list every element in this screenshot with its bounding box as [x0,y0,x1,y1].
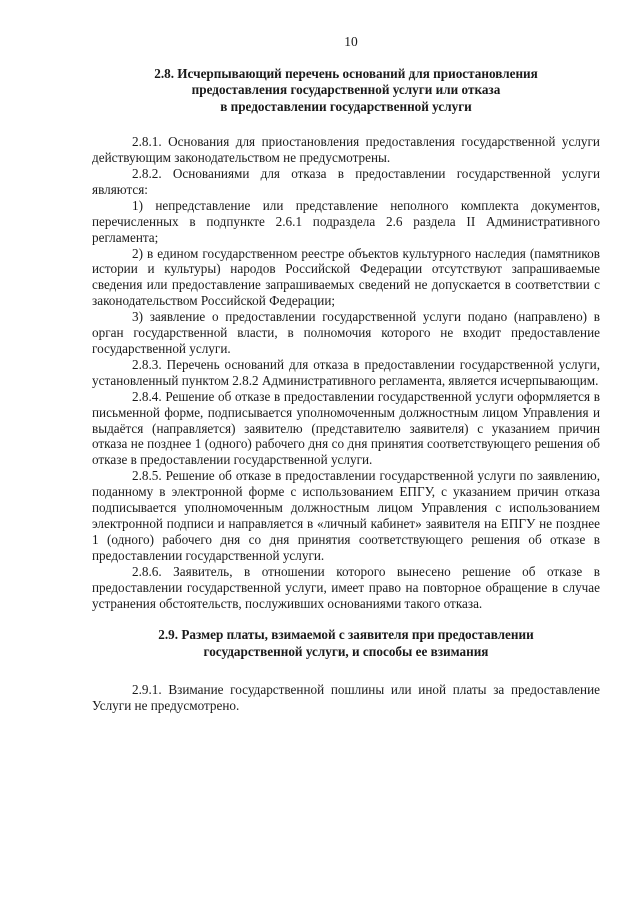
paragraph-2-8-5: 2.8.5. Решение об отказе в предоставлении государственной услуги по заявлению, поданному в электронной форме с использованием ЕПГУ, с указанием причин отказа подписывается уполномоченным должностным лицом Управления с использованием электронной подписи и направляется в «личный кабинет» заявителя на ЕПГУ не позднее 1 (одного) рабочего дня со дня принятия соответствующего решения об отказе в предоставлении государственной услуги. [92,468,600,563]
list-item-3: 3) заявление о предоставлении государственной услуги подано (направлено) в орган государственной власти, в полномочия которого не входит предоставление государственной услуги. [92,309,600,356]
heading-line: государственной услуги, и способы ее взимания [203,643,489,659]
heading-line: 2.8. Исчерпывающий перечень оснований для приостановления [154,66,538,81]
heading-line: предоставления государственной услуги или отказа [191,82,501,98]
paragraph-2-8-6: 2.8.6. Заявитель, в отношении которого вынесено решение об отказе в предоставлении государственной услуги, имеет право на повторное обращение в случае устранения обстоятельств, послуживших основаниями такого отказа. [92,563,600,611]
section-2-8-heading [92,66,600,115]
section-2-9-body [92,682,600,714]
list-item-2: 2) в едином государственном реестре объектов культурного наследия (памятников истории и культуры) народов Российской Федерации отсутствуют запрашиваемые сведения или предоставление запрашиваемых сведений не допускается в соответствии с законодательством Российской Федерации; [92,245,600,309]
paragraph-2-8-1: 2.8.1. Основания для приостановления предоставления государственной услуги действующим законодательством не предусмотрены. [92,134,600,166]
section-2-8 [92,66,600,611]
section-2-9-heading [92,627,600,660]
page-number: 10 [344,34,358,49]
list-item-1: 1) непредставление или представление неполного комплекта документов, перечисленных в подпункте 2.6.1 подраздела 2.6 раздела II Административного регламента; [92,197,600,245]
document-page [92,34,600,714]
section-2-9 [92,627,600,714]
section-2-8-body [92,134,600,611]
paragraph-2-8-3: 2.8.3. Перечень оснований для отказа в предоставлении государственной услуги, установленный пунктом 2.8.2 Административного регламента, является исчерпывающим. [92,356,600,388]
heading-line: 2.9. Размер платы, взимаемой с заявителя при предоставлении [158,627,534,643]
paragraph-2-8-2: 2.8.2. Основаниями для отказа в предоставлении государственной услуги являются: [92,166,600,197]
heading-line: в предоставлении государственной услуги [220,98,472,114]
paragraph-2-8-4: 2.8.4. Решение об отказе в предоставлении государственной услуги оформляется в письменной форме, подписывается уполномоченным должностным лицом Управления и выдаётся (направляется) заявителю (представителю заявителя) с указанием причин отказа не позднее 1 (одного) рабочего дня со дня принятия соответствующего решения об отказе в предоставлении государственной услуги. [92,388,600,468]
paragraph-2-9-1: 2.9.1. Взимание государственной пошлины или иной платы за предоставление Услуги не предусмотрено. [92,682,600,714]
